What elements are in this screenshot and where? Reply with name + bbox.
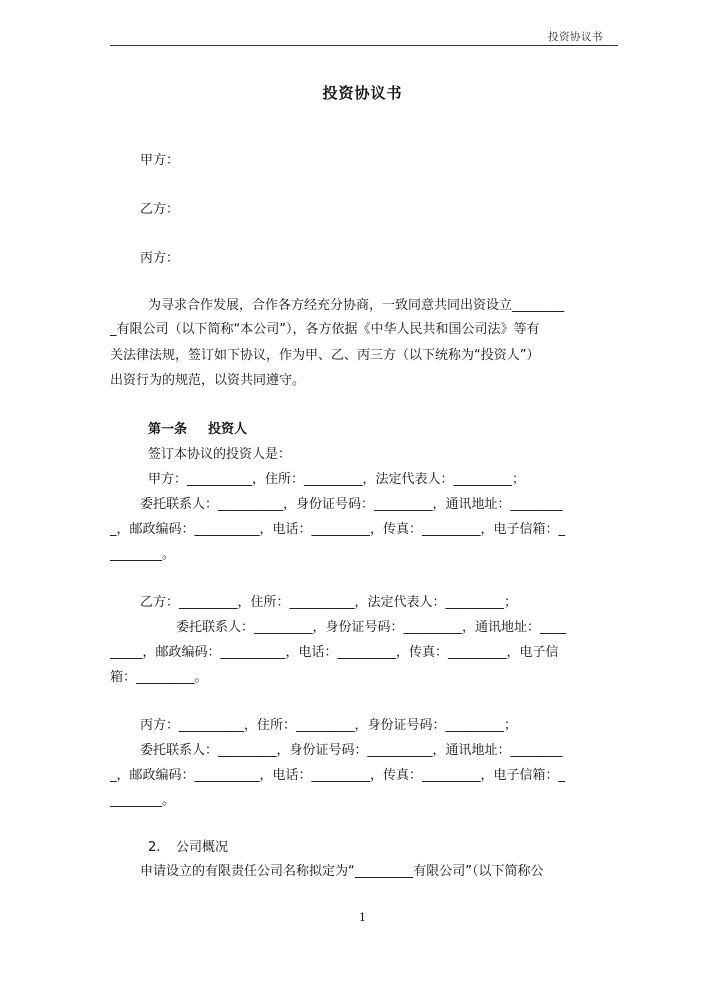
article-1-number: 第一条	[148, 422, 188, 437]
party-c-line: _，邮政编码：__________，电话：_________，传真：_________，电子信箱：_	[110, 768, 566, 783]
section-2-text: 申请设立的有限责任公司名称拟定为“_________有限公司”（以下简称公	[140, 864, 544, 879]
section-2-number: 2.	[148, 840, 161, 855]
party-b-line: 委托联系人：_________，身份证号码：_________，通讯地址：____	[176, 620, 567, 635]
article-1-heading: 投资人	[208, 422, 248, 437]
party-a-line: _，邮政编码：__________，电话：_________，传真：_________，电子信箱：_	[110, 522, 566, 537]
party-c-line: 丙方：__________，住所：_________，身份证号码：_________；	[140, 718, 518, 733]
party-a-line: ________。	[110, 547, 176, 562]
running-header: 投资协议书	[548, 31, 603, 43]
intro-line: 为寻求合作发展，合作各方经充分协商，一致同意共同出资设立________	[148, 298, 565, 313]
party-b-line: _____，邮政编码：__________，电话：_________，传真：_________，电子信	[110, 645, 559, 660]
intro-line: 出资行为的规范，以资共同遵守。	[110, 373, 306, 388]
party-b-line: 乙方：_________，住所：__________，法定代表人：_________；	[140, 595, 518, 610]
party-a-line: 委托联系人：__________，身份证号码：_________，通讯地址：________	[140, 497, 563, 512]
intro-line: _有限公司（以下简称“本公司”），各方依据《中华人民共和国公司法》等有	[110, 322, 540, 337]
intro-line: 关法律法规，签订如下协议，作为甲、乙、丙三方（以下统称为“投资人”）	[110, 348, 540, 363]
party-b-line: 箱：_________。	[110, 670, 208, 685]
party-c-line: ________。	[110, 793, 176, 808]
party-b-label: 乙方：	[140, 202, 180, 217]
section-2-heading: 公司概况	[176, 840, 229, 855]
header-divider	[110, 45, 618, 46]
party-c-label: 丙方：	[140, 251, 180, 266]
party-a-line: 甲方：__________，住所：_________，法定代表人：_________；	[148, 472, 526, 487]
page-number: 1	[359, 911, 366, 924]
party-a-label: 甲方：	[140, 153, 180, 168]
article-1-lead: 签订本协议的投资人是：	[148, 447, 292, 462]
party-c-line: 委托联系人：_________，身份证号码：__________，通讯地址：________	[140, 743, 563, 758]
document-title: 投资协议书	[322, 84, 403, 102]
